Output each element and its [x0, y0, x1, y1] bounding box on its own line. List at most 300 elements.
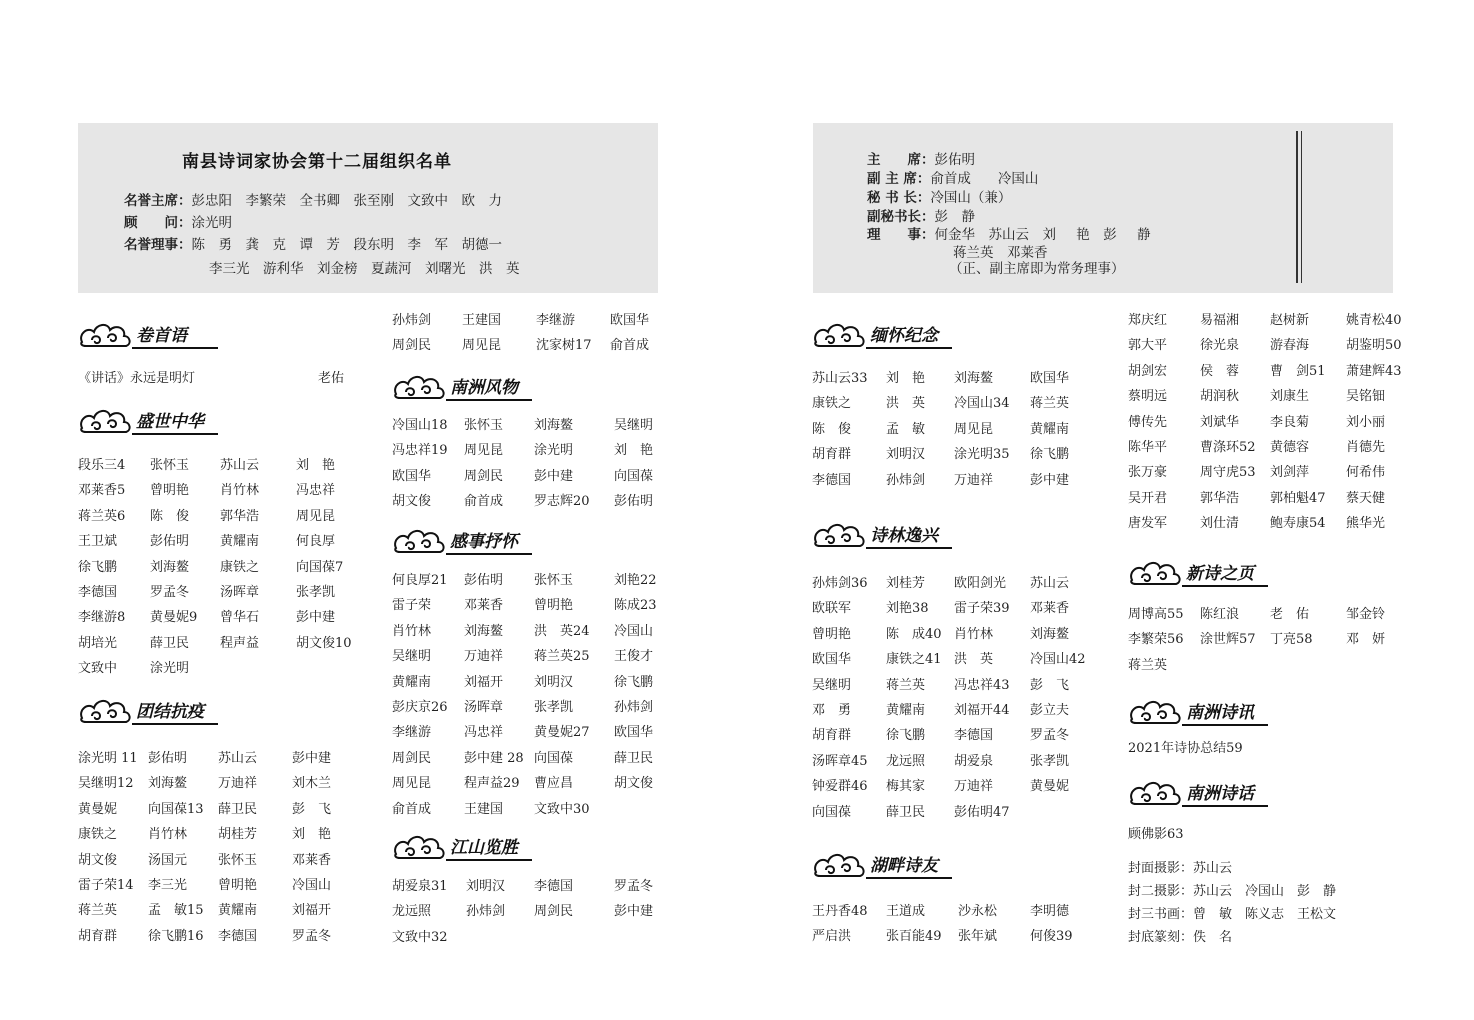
cloud-ornament-icon [812, 850, 868, 880]
name-cell: 蒋兰英6 [78, 508, 126, 524]
name-cell: 吴继明 [812, 677, 852, 693]
name-row [1128, 308, 1402, 333]
name-cell: 刘福开 [464, 674, 504, 690]
name-cell: 肖竹林 [220, 483, 260, 499]
credit-names: 佚 名 [1193, 930, 1233, 945]
name-cell: 张怀玉 [464, 418, 504, 433]
name-cell: 万迪祥 [954, 779, 994, 795]
name-cell: 肖竹林 [954, 626, 994, 642]
name-cell: 张孝凯 [1030, 753, 1070, 769]
name-cell: 万迪祥 [954, 472, 994, 488]
credit-names: 苏山云 [1193, 861, 1233, 876]
credit-label: 封面摄影： [1128, 861, 1194, 876]
name-cell: 龙远照 [392, 904, 432, 920]
name-cell: 胡育群 [78, 928, 118, 944]
name-cell: 邓 勇 [812, 703, 852, 718]
name-row [78, 656, 348, 681]
name-row [392, 874, 662, 899]
name-row [812, 924, 1082, 949]
name-cell: 沙永松 [958, 904, 998, 919]
section-underline [1182, 805, 1268, 807]
name-cell: 欧联军 [812, 601, 852, 617]
name-cell: 雷子荣14 [78, 878, 134, 893]
name-row [78, 478, 348, 503]
section-header-xinshi [1128, 556, 1278, 590]
name-cell: 刘艳38 [886, 601, 929, 617]
section-underline [866, 877, 952, 879]
name-cell: 涂光明 [534, 443, 574, 459]
name-cell: 邓莱香 [1030, 601, 1070, 617]
cloud-ornament-icon [392, 832, 448, 862]
name-cell: 曹 剑51 [1270, 363, 1326, 379]
name-cell: 刘海鳌 [148, 776, 188, 792]
name-cell: 汤晖章45 [812, 753, 868, 769]
name-cell: 王卫斌 [78, 534, 118, 550]
name-cell: 曾明艳 [218, 878, 258, 893]
cloud-ornament-icon [392, 372, 448, 402]
section-title: 南洲诗讯 [1186, 703, 1254, 723]
name-cell: 易福湘 [1200, 313, 1240, 328]
name-cell: 徐飞鹏16 [148, 928, 204, 944]
name-row [392, 593, 662, 618]
name-cell: 刘仕清 [1200, 516, 1240, 532]
name-cell: 万迪祥 [464, 649, 504, 665]
cloud-ornament-icon [78, 320, 134, 350]
name-cell: 李继游8 [78, 610, 126, 626]
section-underline [1182, 585, 1268, 587]
name-cell: 徐飞鹏 [886, 728, 926, 744]
org-row-honorary-directors [124, 235, 502, 255]
section-underline [446, 859, 532, 861]
name-cell: 胡爱泉 [954, 753, 994, 769]
name-cell: 彭佑明 [614, 494, 654, 510]
name-cell: 涂世辉57 [1200, 632, 1256, 648]
name-row [812, 596, 1082, 621]
name-cell: 黄耀南 [218, 903, 258, 919]
double-divider [1296, 131, 1298, 283]
name-cell: 肖德先 [1346, 440, 1386, 455]
section-header-ganshi [392, 524, 542, 558]
name-row [1128, 333, 1402, 358]
name-cell: 刘海鳌 [464, 623, 504, 639]
name-cell: 姚青松40 [1346, 313, 1402, 328]
name-cell: 周剑民 [464, 468, 504, 484]
org-label: 副秘书长： [867, 209, 935, 225]
name-row [78, 453, 348, 478]
name-cell: 鲍寿康54 [1270, 516, 1326, 532]
name-cell: 康铁之 [78, 827, 118, 843]
name-cell: 曾明艳 [534, 598, 574, 614]
name-cell: 程声益29 [464, 776, 520, 792]
name-cell: 周见昆 [462, 338, 502, 354]
section-header-tuanjie [78, 694, 228, 728]
cloud-ornament-icon [1128, 778, 1184, 808]
name-row [78, 873, 348, 898]
name-cell: 张百能49 [886, 929, 942, 945]
name-row [392, 899, 662, 924]
org-list-title: 南县诗词家协会第十二届组织名单 [182, 152, 452, 172]
org-row-vice-chair [867, 169, 1038, 189]
name-cell: 蒋兰英 [78, 903, 118, 919]
name-cell: 孙炜剑 [614, 700, 654, 715]
name-cell: 曾明艳 [812, 626, 852, 642]
name-cell: 郭大平 [1128, 338, 1168, 354]
name-cell: 刘福开 [292, 903, 332, 919]
name-cell: 徐飞鹏 [78, 559, 118, 575]
name-cell: 刘海鳌 [150, 559, 190, 575]
cloud-ornament-icon [78, 696, 134, 726]
name-cell: 龙远照 [886, 753, 926, 769]
name-cell: 胡剑宏 [1128, 363, 1168, 379]
name-cell: 刘海鳌 [954, 371, 994, 386]
name-row [392, 746, 662, 771]
name-cell: 周剑民 [392, 338, 432, 354]
name-cell: 严启洪 [812, 929, 852, 945]
name-cell: 陈 俊 [812, 421, 852, 437]
name-cell: 赵树新 [1270, 313, 1310, 328]
name-cell: 徐光泉 [1200, 338, 1240, 354]
name-row [78, 529, 348, 554]
name-cell: 陈 成40 [886, 626, 942, 642]
name-cell: 孟 敏 [886, 421, 926, 437]
name-cell: 王丹香48 [812, 904, 868, 919]
name-cell: 欧国华 [392, 468, 432, 484]
name-cell: 康铁之 [812, 396, 852, 412]
name-row [392, 670, 662, 695]
name-cell: 郑庆红 [1128, 313, 1168, 328]
org-names: 陈 勇 龚 克 谭 芳 段东明 李 军 胡德一 [191, 237, 502, 253]
name-cell: 邓莱香 [292, 852, 332, 868]
credit-row [1128, 879, 1336, 904]
org-names: 何金华 苏山云 刘 艳 彭 静 [934, 227, 1151, 243]
section-title: 感事抒怀 [450, 532, 518, 552]
name-cell: 胡文俊10 [296, 635, 352, 651]
name-row [392, 771, 662, 796]
name-row [812, 800, 1082, 825]
name-cell: 向国葆 [614, 468, 654, 484]
cloud-ornament-icon [812, 520, 868, 550]
name-cell: 冯忠祥 [296, 483, 336, 499]
name-cell: 黄耀南 [886, 703, 926, 718]
name-cell: 洪 英 [954, 652, 994, 668]
name-cell: 彭 飞 [1030, 677, 1070, 693]
section-title: 江山览胜 [450, 838, 518, 858]
name-cell: 黄曼妮9 [150, 610, 198, 626]
section-header-mianhuai [812, 318, 962, 352]
name-cell: 蔡天健 [1346, 490, 1386, 506]
org-label: 名誉主席： [124, 193, 192, 209]
name-cell: 李德国 [812, 472, 852, 488]
name-cell: 蒋兰英 [1030, 396, 1070, 412]
name-row [392, 644, 662, 669]
name-cell: 周剑民 [534, 904, 574, 920]
name-row [1128, 410, 1398, 435]
name-cell: 吴继明 [614, 418, 654, 433]
name-cell: 李德国 [534, 879, 574, 894]
name-cell: 雷子荣 [392, 598, 432, 614]
org-names: 彭忠阳 李繁荣 全书卿 张至刚 文致中 欧 力 [191, 193, 502, 209]
name-cell: 周剑民 [392, 750, 432, 766]
name-row [392, 464, 662, 489]
name-cell: 张怀玉 [218, 852, 258, 868]
name-cell: 黄耀南 [392, 674, 432, 690]
name-cell: 刘福开44 [954, 703, 1010, 718]
name-cell: 胡培光 [78, 635, 118, 651]
name-cell: 冯忠祥19 [392, 443, 448, 459]
name-cell: 吴铭钿 [1346, 389, 1386, 405]
name-row [392, 413, 662, 438]
name-row [392, 797, 662, 822]
name-cell: 孙炜剑 [466, 904, 506, 920]
name-row [1128, 486, 1398, 511]
name-row [392, 619, 662, 644]
name-cell: 苏山云 [1030, 576, 1070, 591]
name-cell: 沈家树17 [536, 338, 592, 354]
name-cell: 汤晖章 [220, 585, 260, 600]
name-row [1128, 511, 1398, 536]
name-cell: 胡文俊 [78, 852, 118, 868]
name-cell: 黄耀南 [1030, 421, 1070, 437]
name-cell: 丁亮58 [1270, 632, 1313, 648]
name-cell: 刘海鳌 [534, 418, 574, 433]
name-cell: 欧阳剑光 [954, 576, 1007, 591]
name-cell: 蒋兰英 [886, 677, 926, 693]
section-underline [866, 547, 952, 549]
name-cell: 汤国元 [148, 852, 188, 868]
name-cell: 刘斌华 [1200, 414, 1240, 430]
org-names: 李三光 游利华 刘金榜 夏蔬河 刘曙光 洪 英 [209, 261, 520, 277]
section-header-shihua [1128, 776, 1278, 810]
section-title: 南洲诗话 [1186, 784, 1254, 804]
section-title: 诗林逸兴 [870, 526, 938, 546]
name-cell: 彭佑明 [464, 573, 504, 588]
name-cell: 邹金铃 [1346, 607, 1386, 622]
name-cell: 孟 敏15 [148, 903, 204, 919]
name-cell: 王道成 [886, 904, 926, 919]
name-row [812, 673, 1082, 698]
name-cell: 向国葆7 [296, 559, 344, 575]
section-underline [446, 399, 532, 401]
name-cell: 欧国华 [812, 652, 852, 668]
name-cell: 曾明艳 [150, 483, 190, 499]
name-cell: 彭佑明47 [954, 804, 1010, 820]
section-title: 缅怀纪念 [870, 326, 938, 346]
name-cell: 罗孟冬 [292, 928, 332, 944]
name-cell: 汤晖章 [464, 700, 504, 715]
credit-label: 封三书画： [1128, 907, 1194, 922]
juanshouyu-article-author: 老佑 [318, 371, 345, 386]
name-cell: 洪 英 [886, 396, 926, 412]
name-cell: 李良菊 [1270, 414, 1310, 430]
shixun-line: 2021年诗协总结59 [1128, 741, 1243, 756]
org-row-note [949, 259, 1125, 279]
name-cell: 黄曼妮 [1030, 779, 1070, 795]
section-header-shixun [1128, 695, 1278, 729]
name-cell: 涂光明35 [954, 447, 1010, 463]
name-cell: 胡鉴明50 [1346, 338, 1402, 354]
name-row [812, 571, 1082, 596]
credit-row [1128, 925, 1232, 950]
name-cell: 刘明汉 [534, 674, 574, 690]
name-cell: 康铁之 [220, 559, 260, 575]
name-cell: 黄德容 [1270, 440, 1310, 455]
name-cell: 周见昆 [464, 443, 504, 459]
name-cell: 刘桂芳 [886, 576, 926, 591]
name-cell: 冷国山18 [392, 418, 448, 433]
name-cell: 王建国 [462, 313, 502, 328]
name-cell: 苏山云 [218, 751, 258, 766]
org-row-secretary-general [867, 188, 1011, 208]
shihua-line: 顾佛影63 [1128, 827, 1184, 842]
org-names: 涂光明 [191, 215, 232, 231]
org-names: 冷国山（兼） [930, 190, 1012, 206]
name-cell: 胡育群 [812, 728, 852, 744]
name-cell: 俞首成 [610, 338, 650, 354]
name-cell: 彭中建 [296, 610, 336, 626]
name-row [78, 848, 348, 873]
name-cell: 熊华光 [1346, 516, 1386, 532]
name-cell: 唐发军 [1128, 516, 1168, 532]
name-cell: 蔡明远 [1128, 389, 1168, 405]
name-cell: 何俊39 [1030, 929, 1073, 945]
name-cell: 张怀玉 [534, 573, 574, 588]
cloud-ornament-icon [1128, 558, 1184, 588]
name-row [812, 698, 1082, 723]
credit-label: 封底篆刻： [1128, 930, 1194, 945]
name-cell: 曹涤环52 [1200, 440, 1256, 455]
org-names: 蒋兰英 邓莱香 [953, 245, 1048, 261]
name-cell: 罗孟冬 [1030, 728, 1070, 744]
org-row-advisor [124, 213, 232, 233]
name-cell: 彭中建 28 [464, 750, 524, 766]
name-cell: 薛卫民 [886, 804, 926, 820]
name-cell: 孙炜剑 [886, 472, 926, 488]
name-cell: 曹应昌 [534, 776, 574, 792]
name-cell: 涂光明 11 [78, 751, 138, 766]
section-title: 团结抗疫 [136, 702, 204, 722]
name-cell: 梅其家 [886, 779, 926, 795]
org-row-deputy-secretary [867, 207, 975, 227]
name-cell: 邓莱香5 [78, 483, 126, 499]
name-cell: 侯 蓉 [1200, 363, 1240, 379]
name-cell: 李德国 [218, 928, 258, 944]
name-cell: 薛卫民 [150, 635, 190, 651]
name-cell: 萧建辉43 [1346, 363, 1402, 379]
name-cell: 刘 艳 [292, 827, 332, 843]
name-row [392, 308, 662, 333]
name-cell: 欧国华 [610, 313, 650, 328]
name-row [812, 749, 1082, 774]
cloud-ornament-icon [392, 526, 448, 556]
section-header-juanshouyu [78, 318, 228, 352]
credit-names: 苏山云 冷国山 彭 静 [1193, 884, 1337, 899]
name-cell: 冷国山34 [954, 396, 1010, 412]
name-cell: 蒋兰英25 [534, 649, 590, 665]
right-header-box [813, 123, 1393, 293]
org-note: （正、副主席即为常务理事） [949, 261, 1125, 277]
name-cell: 向国葆 [812, 804, 852, 820]
org-label: 秘 书 长： [867, 190, 931, 206]
name-cell: 李明德 [1030, 904, 1070, 919]
left-header-box [78, 123, 658, 293]
name-cell: 郭柏魁47 [1270, 490, 1326, 506]
name-cell: 张怀玉 [150, 458, 190, 473]
name-cell: 罗志辉20 [534, 494, 590, 510]
org-names: 彭 静 [934, 209, 975, 225]
name-cell: 刘明汉 [886, 447, 926, 463]
org-row-honorary-chair [124, 191, 502, 211]
section-underline [132, 433, 218, 435]
name-cell: 胡文俊 [392, 494, 432, 510]
section-title: 南洲风物 [450, 378, 518, 398]
name-cell: 彭中建 [614, 904, 654, 920]
name-cell: 万迪祥 [218, 776, 258, 792]
section-header-hupan [812, 848, 962, 882]
name-cell: 曾华石 [220, 610, 260, 626]
name-cell: 周见昆 [296, 508, 336, 524]
cloud-ornament-icon [812, 320, 868, 350]
name-row [78, 631, 352, 656]
name-cell: 李德国 [78, 585, 118, 600]
org-row-directors [867, 225, 1151, 245]
name-row [78, 771, 348, 796]
name-row [392, 568, 662, 593]
name-cell: 周守虎53 [1200, 465, 1256, 481]
name-row [812, 468, 1082, 493]
name-row [812, 899, 1082, 924]
name-cell: 孙炜剑36 [812, 576, 868, 591]
name-row [812, 366, 1082, 391]
name-row [78, 797, 348, 822]
name-cell: 文致中 [78, 661, 118, 677]
name-cell: 张万豪 [1128, 465, 1168, 481]
section-header-jiangshan [392, 830, 542, 864]
name-cell: 徐飞鹏 [1030, 447, 1070, 463]
name-cell: 郭华浩 [220, 508, 260, 524]
name-cell: 刘剑萍 [1270, 465, 1310, 481]
name-row [1128, 384, 1398, 409]
org-label: 名誉理事： [124, 237, 192, 253]
name-cell: 洪 英24 [534, 623, 590, 639]
org-names: 彭佑明 [934, 152, 975, 168]
name-cell: 俞首成 [464, 494, 504, 510]
name-row [78, 580, 348, 605]
name-cell: 黄曼妮27 [534, 725, 590, 741]
name-cell: 薛卫民 [218, 801, 258, 817]
name-cell: 徐飞鹏 [614, 674, 654, 690]
name-cell: 李三光 [148, 878, 188, 893]
name-cell: 俞首成 [392, 801, 432, 817]
name-cell: 冯忠祥43 [954, 677, 1010, 693]
name-cell: 黄耀南 [220, 534, 260, 550]
name-cell: 彭中建 [534, 468, 574, 484]
juanshouyu-article-title: 《讲话》永远是明灯 [78, 371, 196, 386]
section-header-shengshi [78, 404, 228, 438]
name-cell: 文致中32 [392, 929, 448, 945]
name-cell: 蒋兰英 [1128, 657, 1168, 673]
name-cell: 胡润秋 [1200, 389, 1240, 405]
name-cell: 陈华平 [1128, 440, 1168, 455]
name-row [812, 417, 1082, 442]
name-cell: 张孝凯 [296, 585, 336, 600]
name-row [1128, 602, 1398, 627]
name-row [78, 605, 348, 630]
name-row [78, 924, 348, 949]
cloud-ornament-icon [78, 406, 134, 436]
section-underline [866, 347, 952, 349]
name-cell: 雷子荣39 [954, 601, 1010, 617]
section-header-nanzhou-fengwu [392, 370, 542, 404]
